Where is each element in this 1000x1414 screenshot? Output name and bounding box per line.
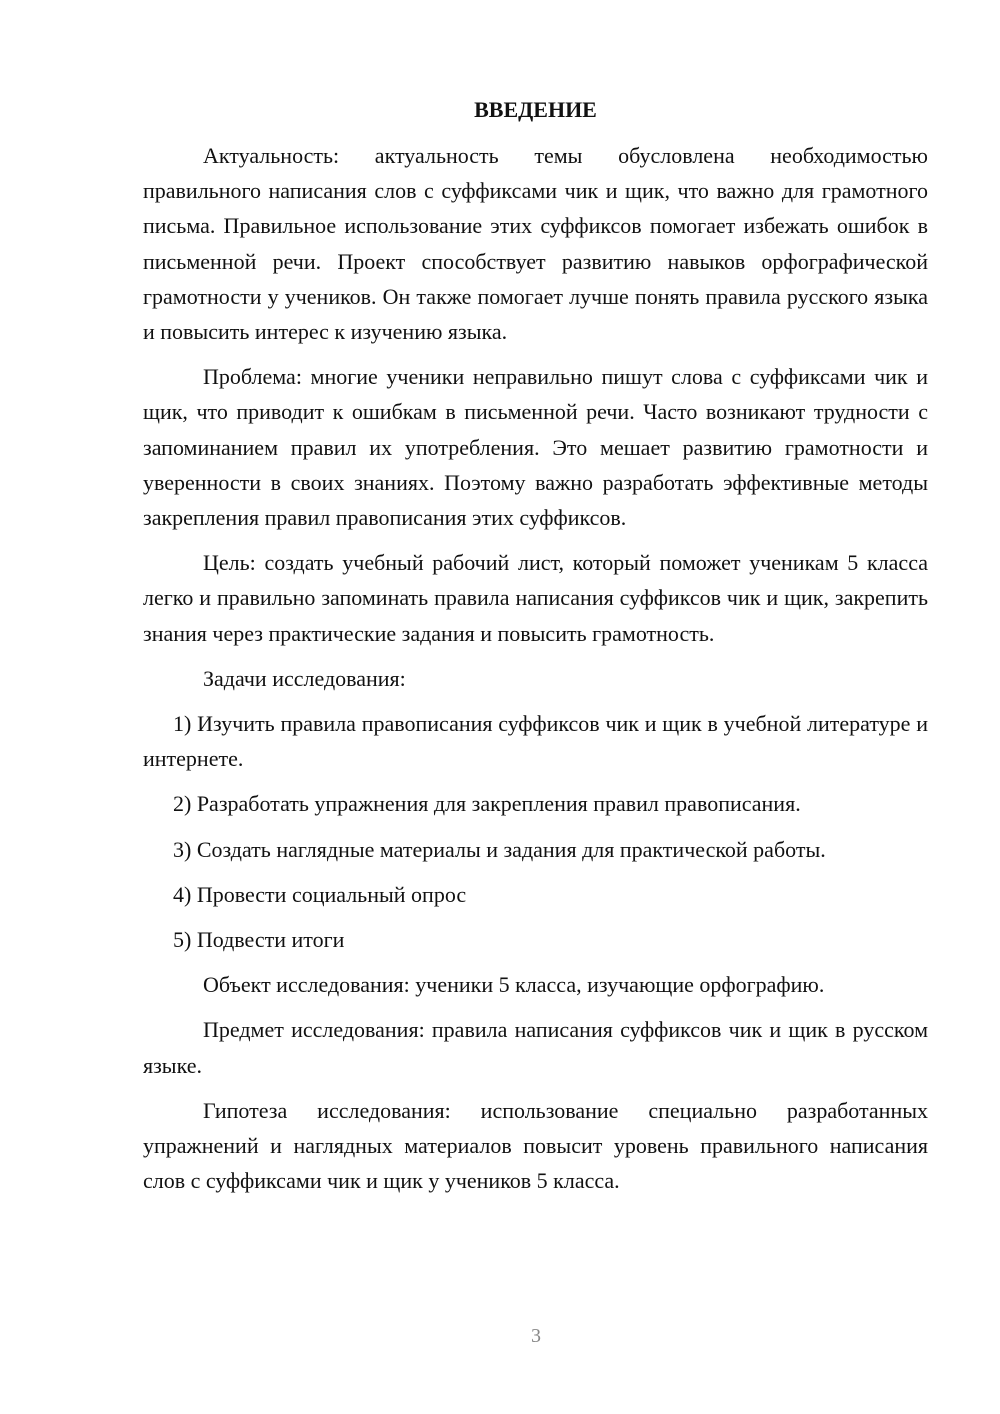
paragraph-subject: Предмет исследования: правила написания суффиксов чик и щик в русском языке.	[143, 1017, 928, 1078]
task-item-3: 3) Создать наглядные материалы и задания для практической работы.	[173, 836, 826, 862]
paragraph-relevance: Актуальность: актуальность темы обусловлена необходимостью правильного написания слов с суффиксами чик и щик, что важно для грамотного письма. Правильное использование этих суффиксов помогает избежать ошибок в письменной речи. Проект способствует развитию навыков орфографической грамотности у учеников. Он также помогает лучше понять правила русского языка и повысить интерес к изучению языка.	[143, 143, 928, 345]
document-page	[143, 94, 928, 1208]
task-item-2: 2) Разработать упражнения для закрепления правил правописания.	[173, 791, 801, 817]
section-title: ВВЕДЕНИЕ	[474, 97, 597, 122]
paragraph-problem: Проблема: многие ученики неправильно пишут слова с суффиксами чик и щик, что приводит к ошибкам в письменной речи. Часто возникают трудности с запоминанием правил их употребления. Это мешает развитию грамотности и уверенности в своих знаниях. Поэтому важно разработать эффективные методы закрепления правил правописания этих суффиксов.	[143, 364, 928, 531]
paragraph-object: Объект исследования: ученики 5 класса, изучающие орфографию.	[203, 972, 825, 998]
page-number: 3	[531, 1325, 541, 1347]
paragraph-hypothesis: Гипотеза исследования: использование специально разработанных упражнений и наглядных материалов повысит уровень правильного написания слов с суффиксами чик и щик у учеников 5 класса.	[143, 1097, 928, 1194]
tasks-heading: Задачи исследования:	[203, 665, 406, 691]
task-item-1: 1) Изучить правила правописания суффиксов чик и щик в учебной литературе и интернете.	[143, 711, 928, 772]
task-item-4: 4) Провести социальный опрос	[173, 881, 467, 907]
task-item-5: 5) Подвести итоги	[173, 927, 345, 953]
paragraph-goal: Цель: создать учебный рабочий лист, который поможет ученикам 5 класса легко и правильно запоминать правила написания суффиксов чик и щик, закрепить знания через практические задания и повысить грамотность.	[143, 550, 928, 646]
